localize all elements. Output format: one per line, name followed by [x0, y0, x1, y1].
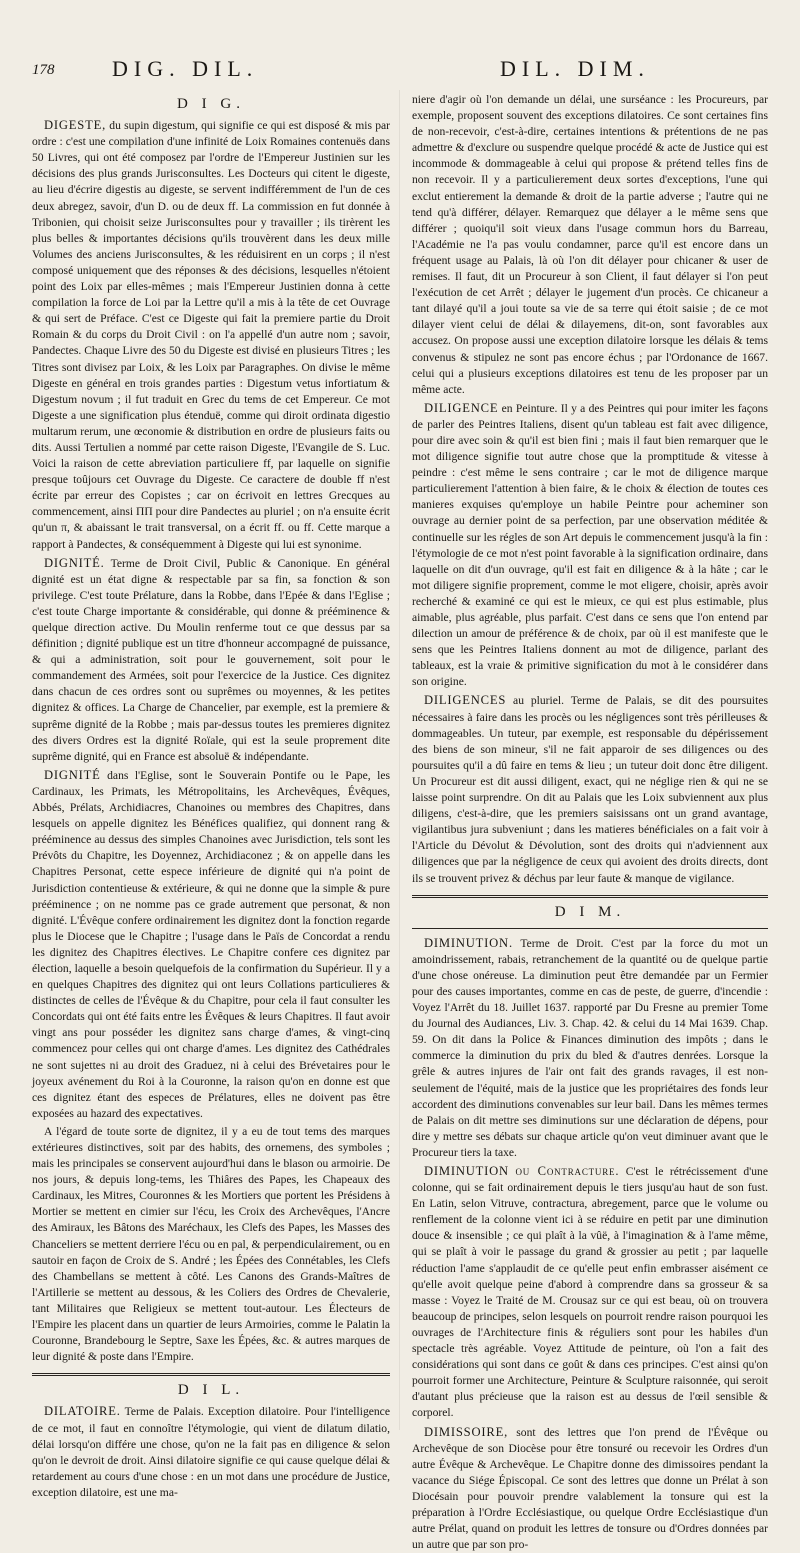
- headword-diligences: DILIGENCES: [424, 693, 506, 707]
- subheadword-contracture: ou Contracture.: [515, 1164, 619, 1178]
- entry-diligences: [412, 692, 768, 886]
- entry-diligences-text: au pluriel. Terme de Palais, se dit des poursuites nécessaires à faire dans les procès ou les négligences sont très périlleuses & dommageables. Un tuteur, par exemple, est responsable du dépérissement des biens de son mineur, s'il ne fait apparoir de ses diligences ou des poursuites qu'il a dû faire en tems & lieu ; un tuteur doit donc être diligent. Un Procureur est dit aussi diligent, exact, qui ne néglige rien & qui ne se laisse point surprendre. On dit au Palais que les Loix subviennent aux plus diligens, c'est-à-dire, que les premiers saisissans ont un grand avantage, vigilantibus jura subveniunt ; dans les matieres bénéficiales on a fait voir à l'Article du Dévolut & Dévolution, sont des droits qui n'adviennent aux diligences que par la négligence de ceux qui avoient des droits directs, dont ils se trouvent privez & déchus par leur faute & manque de vigilance.: [412, 694, 768, 884]
- section-rule: [32, 1373, 390, 1376]
- entry-dignite-eglise: [32, 767, 390, 1122]
- entry-diligence: [412, 400, 768, 691]
- running-head: [0, 56, 800, 86]
- headword-dilatoire: DILATOIRE.: [44, 1404, 121, 1418]
- entry-dilatoire-continued-text: niere d'agir où l'on demande un délai, une surséance : les Procureurs, par exemple, proposent souvent des exceptions dilatoires. Ce sont certaines fins de non-recevoir, c'est-à-dire, certaines intentions & prétentions de ne pas admettre & d'exclure ou suspendre quelque procédé & acte de Justice qui est incommode & dommageable à celui qui propose & prétend telles fins de non recevoir. Il y a particulierement deux sortes d'exceptions, l'une qui exclut entierement la demande & droit de la partie adverse ; l'autre qui ne tend qu'à différer, délayer. Remarquez que délayer a le même sens que différer ; quoiqu'il soit vieux dans l'usage commun hors du Barreau, l'Académie ne l'a pas voulu condamner, parce qu'il est encore dans un fréquent usage au Palais, là où l'on dit délayer pour chicaner & user de remises. Il faut, dit un Procureur à son Client, il faut délayer si l'on peut l'exécution de cet Arrêt ; délayer le jugement d'un procès. Ce chicaneur a tant dilayé qu'il a joui toute sa vie de sa terre qui étoit saisie ; de ce mot dilayer vient celui de délai & dilayemens, dit-on, sont favorables aux accusez. On propose aussi une exception dilatoire lorsque les délais & tems convenus & stipulez ne sont pas encore échus ; par l'Ordonance de 1667. celui qui a plusieurs exceptions dilatoires est tenu de les proposer par un même acte.: [412, 93, 768, 396]
- right-column: [412, 92, 768, 1437]
- headword-digeste: DIGESTE,: [44, 118, 106, 132]
- headword-dignite: DIGNITÉ.: [44, 556, 105, 570]
- entry-dilatoire-text: Terme de Palais. Exception dilatoire. Pour l'intelligence de ce mot, il faut en connoître l'étymologie, qui vient de dilatum dilatio, délai lorsqu'on différe une chose, qu'on ne la fait pas en diligence & selon qu'on le devroit de droit. Ainsi dilatoire signifie ce qui cause quelque délai & retardement au cours d'une chose : en un mot dans une procédure de Justice, exception dilatoire, est une ma-: [32, 1405, 390, 1498]
- section-rule-dim: [412, 895, 768, 898]
- entry-diminution-text: Terme de Droit. C'est par la force du mot un amoindrissement, rabais, retranchement de la quantité ou de quelque partie d'une chose onéreuse. La diminution peut être demandée par un Fermier pour des causes importantes, comme en cas de peste, de guerre, d'incendie : Voyez l'Arrêt du 18. Juillet 1637. rapporté par Du Fresne au premier Tome du Journal des Audiances, Liv. 3. Chap. 42. & celui du 14 Mai 1639. Chap. 59. On dit dans la Police & Finances diminution des impôts ; dans le commerce la diminution du prix du bled & d'autres denrées. Lorsque la grêle & autres injures de l'air ont fait des grands ravages, il est non-seulement de l'équité, mais de la justice que les propriétaires des fonds leur accordent des diminutions convenables sur leur bail. Dans les mêmes termes de Palais on dit mettre ses diminutions sur une déclaration de dépens, pour dire y mettre ses débats sur chaque article qu'on veut diminuer avant que le Procureur tiers la taxe.: [412, 937, 768, 1159]
- section-heading-dim: D I M.: [412, 904, 768, 920]
- entry-dimissoire: [412, 1424, 768, 1553]
- entry-dignite-marques-text: A l'égard de toute sorte de dignitez, il y a eu de tout tems des marques extérieures distinctives, soit par des habits, des ornemens, des symboles ; mais les principales se conservent aujourd'hui dans le blason ou armoirie. De nos jours, & depuis long-tems, les Thiâres des Papes, les Chapeaux des Cardinaux, les Mitres, Couronnes & les Mortiers que portent les Présidens à Mortier se mettent en cimier sur l'écu, les Croix des Archevêques, l'Ancre des Amiraux, les Bâtons des Maréchaux, les Clefs des Papes, les Masses des Chanceliers se mettent derriere l'écu ou en pal, & perpendiculairement, ou en sautoir en façon de Croix de S. André ; les Épées des Connétables, les Clefs des Chambellans se mettent à côté. Les Canons des Grands-Maîtres de l'Artillerie se mettent au dessous, & les Coliers des Ordres de Chevalerie, tant Militaires que Religieux se mettent tout-autour. Les Électeurs de l'Empire les placent dans un quartier de leurs Armoiries, comme le Palatin la Couronne, Brandebourg le Septre, Saxe les Épées, &c. & autres marques de leur dignité & poste dans l'Empire.: [32, 1125, 390, 1363]
- page-number: 178: [32, 62, 55, 79]
- entry-dignite-marques: [32, 1124, 390, 1365]
- entry-dilatoire-continued: [412, 92, 768, 398]
- entry-diminution: [412, 935, 768, 1161]
- entry-dimissoire-text: sont des lettres que l'on prend de l'Évêque ou Archevêque de son Diocèse pour être tonsuré ou recevoir les Ordres d'un autre Évêque & Archevêque. Le Chapitre donne des dimissoires pendant la vacance du Siége Épiscopal. Ce sont des lettres que donne un Prélat à son Diocésain pour pouvoir prendre valablement la tonsure qui est la préparation à l'Ordre Ecclésiastique, ou quelque Ordre Ecclésiastique d'un autre Prélat, quand on produit les lettres de tonsure ou d'Ordres données par un autre que par son pro-: [412, 1426, 768, 1552]
- right-heading: DIL. DIM.: [500, 56, 780, 82]
- headword-diminution-contracture: DIMINUTION: [424, 1164, 509, 1178]
- headword-dignite-eglise: DIGNITÉ: [44, 768, 101, 782]
- entry-diminution-contracture: [412, 1163, 768, 1422]
- entry-dignite-text: Terme de Droit Civil, Public & Canonique. En général dignité est un état digne & respectable par sa fin, sa fonction & son privilege. C'est toute Prélature, dans la Robbe, dans l'Epée & dans l'Eglise ; c'est toute Charge importante & considérable, qui donne & prééminence & quelque direction active. Du Moulin renferme tout ce que dessus par sa définition ; dignité publique est un titre d'honneur accompagné de puissance, & qui a administration, soit pour le gouvernement, soit pour le commandement des Armées, soit pour l'exercice de la Justice. Ces dignitez dans chacun de ces ordres sont ou suprêmes ou moyennes, & les petites dignitez & offices. La Charge de Chancelier, par exemple, est la premiere & suprême dignité de la Robbe ; mais par-dessus toutes les premieres dignitez des divers Ordres est la dignité Roïale, qui est la seule proprement dite suprême dignité, qui en France est absoluë & indépendante.: [32, 557, 390, 763]
- entry-digeste-text: du supin digestum, qui signifie ce qui est disposé & mis par ordre : c'est une compilation d'une infinité de Loix Romaines contenuës dans 50 Livres, qui ont été composez par l'ordre de l'Empereur Justinien sur les décisions des plus grands Jurisconsultes. Les Docteurs qui citent le digeste, au lieu d'écrire digestis au digeste, se servent indifféremment de l'un de ces deux abregez, savoir, d'un D. ou de deux ff. La commission en fut donnée à Tribonien, qui choisit seize Jurisconsultes pour y travailler ; ils tirèrent les plus belles & importantes décisions qu'ils trouvèrent dans les deux mille Volumes des anciens Jurisconsultes, & les réduisirent en un corps ; il n'est composé uniquement que des réponses & des décisions, lesquelles n'étoient point des Loix par elles-mêmes ; mais l'Empereur Justinien donna à cette compilation la force de Loi par la Lettre qu'il a mis à la tête de cet Ouvrage & qui sert de Préface. C'est ce Digeste qui fait la premiere partie du Droit Romain & du corps du Droit Civil : on l'a appellé d'un autre nom ; savoir, Pandectes. Chaque Livre des 50 du Digeste est divisé en plusieurs Titres ; les Titres sont divisez par Loix, & les Loix par Paragraphes. On divise le même Digeste en général en trois grandes parties : Digestum vetus infortiatum & Digestum novum ; il fut traduit en Grec du tems de cet Empereur. Ce mot Digeste a une signification plus étenduë, comme qui diroit ordinata digestio multarum rerum, une œconomie & distribution en ordre de plusieurs faits ou dits. Aussi Tertulien a nommé par cette raison Digeste, l'Evangile de S. Luc. Voici la raison de cette abreviation particuliere ff, par laquelle on signifie presque toûjours cet Ouvrage du Digeste. Ce caractere de double ff n'est écrite par erreur des Copistes ; car on écrivoit en lettres Grecques au commencement, ainsi ΠΠ pour dire Pandectes au pluriel ; on n'a ensuite écrit qu'un π, & abaissant le trait transversal, on a écrit ff. ou ff. Cette marque a rapport à Pandectes, & conséquemment à Digeste qui lui est synonime.: [32, 119, 390, 550]
- entry-digeste: [32, 117, 390, 553]
- headword-diligence: DILIGENCE: [424, 401, 498, 415]
- entry-contracture-text: C'est le rétrécissement d'une colonne, qui se fait ordinairement depuis le tiers jusqu'au haut de son fust. En Latin, selon Vitruve, contractura, abregement, parce que le volume ou renflement de la colonne vient ici à se réduire en petit par une diminution douce & insensible ; ce qui plaît à la vûë, à l'imagination & à l'ame même, qui se plaît à voir le passage du grand & grossier au petit ; par laquelle réduction l'ame s'applaudit de ce qu'elle peut enfin embrasser aisément ce qu'elle avoit quelque peine d'abord à comprendre dans sa grosseur & sa masse : Voyez le Traité de M. Crousaz sur ce qui est beau, où on trouvera beaucoup de principes, selon lesquels on pourroit rendre raison pourquoi les ouvrages de l'Architecture finis & réguliers sont pour les habiles d'un spectacle très agréable. Voyez Attitude de peinture, où l'on a fait des considérations qui sont dans ce goût & dans ces principes. C'est ainsi qu'on pourroit former une Architecture, Peinture & Sculpture raisonnée, qui seroit d'autant plus précieuse que la raison est au dessus de l'œil sensible & corporel.: [412, 1165, 768, 1419]
- headword-dimissoire: DIMISSOIRE,: [424, 1425, 508, 1439]
- entry-diligence-text: en Peinture. Il y a des Peintres qui pour imiter les façons de parler des Peintres Italiens, disent qu'un tableau est fait avec diligence, pour dire avec soin & qu'il est bien fini ; mais il faut bien remarquer que le mot diligence signifie tout autre chose que la promptitude & vitesse à peindre : c'est même le sens contraire ; car le mot de diligence marque particulierement l'attention à bien faire, & le choix & élection de toutes ces manieres exquises qu'employe un habile Peintre pour acheminer son ouvrage au dernier point de sa perfection, par une observation méditée & continuelle sur les régles de son Art depuis le commencement jusqu'à la fin : l'étymologie de ce mot n'est point favorable à la signification ordinaire, dans laquelle on dit d'un ouvrage, qu'il est fait en diligence & à la hâte ; car le mot diligere signifie proprement, comme le mot eligere, choisir, après avoir recherché & examiné ce qui est le mieux, ce qui est plus estimable, plus aimable, plus agréable, plus parfait. C'est dans ce sens que l'on entend par dilection un amour de préférence & de choix, par où il est manifeste que le sens que les Peintres Italiens donnent au mot de diligence, parlant des tableaux, est la vraie & primitive signification du mot à le considérer dans son origine.: [412, 402, 768, 689]
- section-rule-dim-bottom: [412, 928, 768, 929]
- entry-dignite: [32, 555, 390, 765]
- entry-dilatoire: [32, 1403, 390, 1501]
- entry-dignite-eglise-text: dans l'Eglise, sont le Souverain Pontife ou le Pape, les Cardinaux, les Primats, les Métropolitains, les Archevêques, Évêques, Abbés, Prélats, Archidiacres, Chanoines ou membres des Chapitres, dans lesquels on appelle dignitez les Bénéfices qualifiez, qui donnent rang & prééminence au dessus des simples Chanoines avec Jurisdiction, tels sont les Prévôts du Chapitre, les Doyennez, Archidiaconez ; & on appelle dans les Chapitres Personat, cette espece inférieure de dignité qui n'a point de Jurisdiction contentieuse & extérieure, & qui ne donne que la simple & pure prééminence ; on ne nomme pas ce grade autrement que personat, & non dignité. L'Évêque confere ordinairement les dignitez dont la fonction regarde plus le Diocese que le Chapitre ; l'usage dans le Païs de Concordat a rendu les dignitez des Chapitres électives. Le Chapitre confere ces dignitez par élection, laquelle a besoin quelquefois de la confirmation du Supérieur. Il y a en quelques Chapitres des dignitez qui ont leurs Collations particulieres & distinctes de celles de l'Évêque & du Chapitre, pour cela il faut consulter les Concordats qui ont été faits entre les Évêques & leurs Chapitres. Il faut avoir vingt ans pour posséder les dignitez sans charge d'ames, & vingt-cinq commencez pour celles qui ont charge d'ames. Les dignitez des Cathédrales ne sont sujettes ni au droit des Graduez, ni à celui des Brévetaires pour le joyeux avénement du Roi à la Couronne, la raison qu'on en donne est que ces dignitez étant des especes de Prélatures, elles ne doivent pas être exposées au hazard des expectatives.: [32, 769, 390, 1120]
- headword-diminution: DIMINUTION.: [424, 936, 513, 950]
- section-heading-dil: D I L.: [32, 1382, 390, 1398]
- section-heading-dig: D I G.: [32, 96, 390, 112]
- left-heading: DIG. DIL.: [112, 56, 382, 82]
- left-column: [32, 92, 390, 1437]
- column-gutter: [399, 90, 400, 1430]
